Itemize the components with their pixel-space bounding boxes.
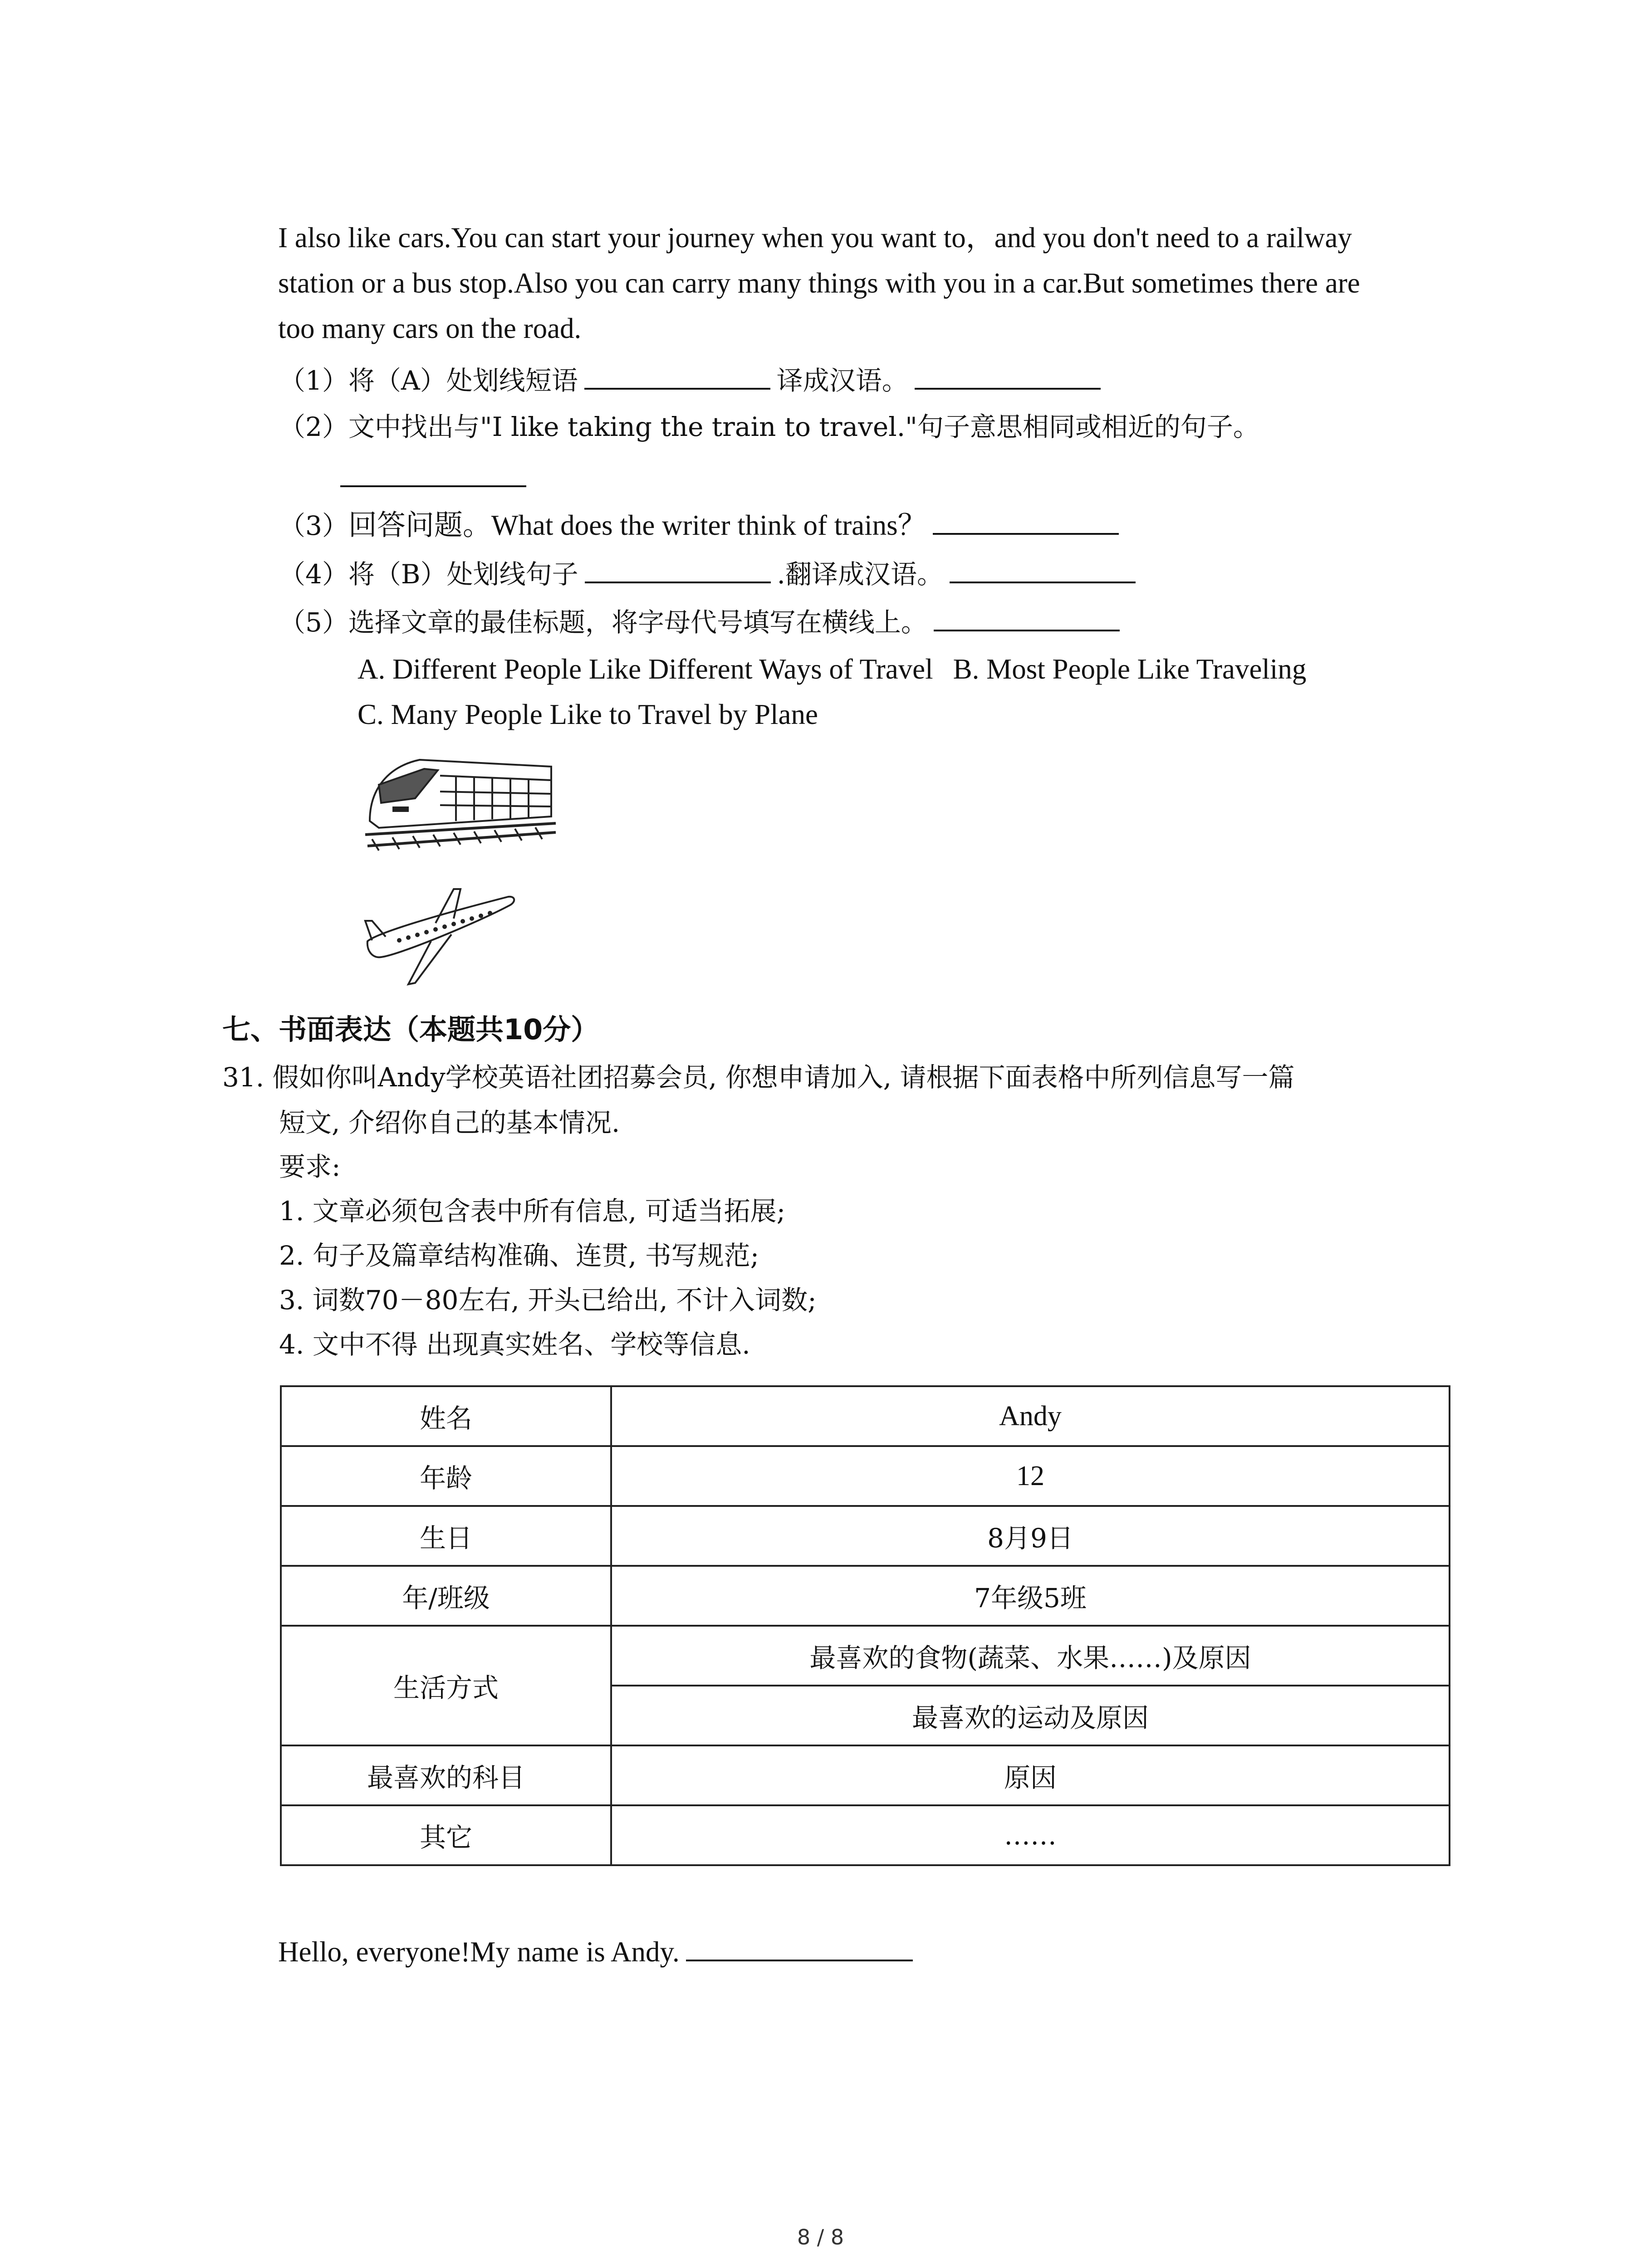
section-title: 七、书面表达（本题共10分） [222,1013,599,1046]
table-value: Andy [611,1386,1450,1446]
train-illustration [361,748,560,862]
info-table [280,1385,1450,1866]
answer-blank[interactable] [686,1932,913,1961]
question-number: （5） [279,607,348,638]
table-label: 年/班级 [281,1566,611,1626]
question-text: .翻译成汉语。 [777,559,943,590]
option-row-1 [358,651,1306,687]
question-4 [279,554,1142,592]
table-row [281,1566,1450,1626]
table-value: 最喜欢的食物(蔬菜、水果……)及原因 [611,1626,1450,1686]
answer-blank[interactable] [934,602,1120,631]
question-31-line-2: 短文, 介绍你自己的基本情况. [279,1107,620,1138]
passage-line-2: station or a bus stop.Also you can carry many things with you in a car.But sometimes there are [278,267,1360,299]
page-number: 8 / 8 [797,2225,844,2249]
question-31-line-1: 31. 假如你叫Andy学校英语社团招募会员, 你想申请加入, 请根据下面表格中所列信息写一篇 [222,1062,1295,1093]
table-row [281,1506,1450,1566]
requirement-3: 3. 词数70－80左右, 开头已给出, 不计入词数; [279,1285,817,1315]
table-row [281,1446,1450,1506]
question-text: 文中找出与"I like taking the train to travel."句子意思相同或相近的句子。 [348,411,1259,442]
passage-line-3: too many cars on the road. [278,313,582,344]
passage-line-1: I also like cars.You can start your journey when you want to，and you don't need to a railway [278,222,1352,254]
requirements-label: 要求: [279,1151,341,1182]
question-2-answer [340,458,526,496]
table-value: 12 [611,1446,1450,1506]
question-1 [279,361,1107,399]
table-value: …… [611,1805,1450,1865]
question-number: （4） [279,559,348,590]
question-text: 选择文章的最佳标题，将字母代号填写在横线上。 [348,607,927,638]
table-value: 最喜欢的运动及原因 [611,1686,1450,1745]
question-number: （3） [279,510,348,541]
table-row [281,1626,1450,1686]
table-label: 其它 [281,1805,611,1865]
question-5 [279,602,1126,640]
question-number: （2） [279,411,348,442]
answer-blank[interactable] [933,506,1119,535]
airplane-illustration [363,887,517,987]
table-label: 最喜欢的科目 [281,1745,611,1805]
table-value: 8月9日 [611,1506,1450,1566]
table-row [281,1745,1450,1805]
question-text: 回答问题。What does the writer think of trains？ [348,509,926,541]
option-a: A. Different People Like Different Ways of Travel [358,653,933,685]
answer-blank[interactable] [915,361,1101,390]
answer-start-text: Hello, everyone!My name is Andy. [278,1936,680,1968]
answer-blank[interactable] [950,554,1136,583]
question-3 [279,506,1125,544]
answer-blank[interactable] [340,458,526,487]
requirement-2: 2. 句子及篇章结构准确、连贯, 书写规范; [279,1240,759,1271]
table-value: 原因 [611,1745,1450,1805]
question-text: 译成汉语。 [776,365,908,396]
requirement-4: 4. 文中不得 出现真实姓名、学校等信息. [279,1329,750,1360]
question-text: 将（A）处划线短语 [348,365,578,396]
table-label: 年龄 [281,1446,611,1506]
question-number: （1） [279,365,348,396]
option-c: C. Many People Like to Travel by Plane [358,699,818,730]
table-row [281,1805,1450,1865]
table-row [281,1386,1450,1446]
answer-blank[interactable] [585,554,771,583]
table-label: 生日 [281,1506,611,1566]
option-b: B. Most People Like Traveling [953,653,1307,685]
question-2 [279,408,1259,445]
requirement-1: 1. 文章必须包含表中所有信息, 可适当拓展; [279,1196,786,1227]
answer-start [278,1932,919,1970]
question-text: 将（B）处划线句子 [348,559,578,590]
table-label: 姓名 [281,1386,611,1446]
answer-blank[interactable] [584,361,770,390]
table-value: 7年级5班 [611,1566,1450,1626]
table-label: 生活方式 [281,1626,611,1745]
